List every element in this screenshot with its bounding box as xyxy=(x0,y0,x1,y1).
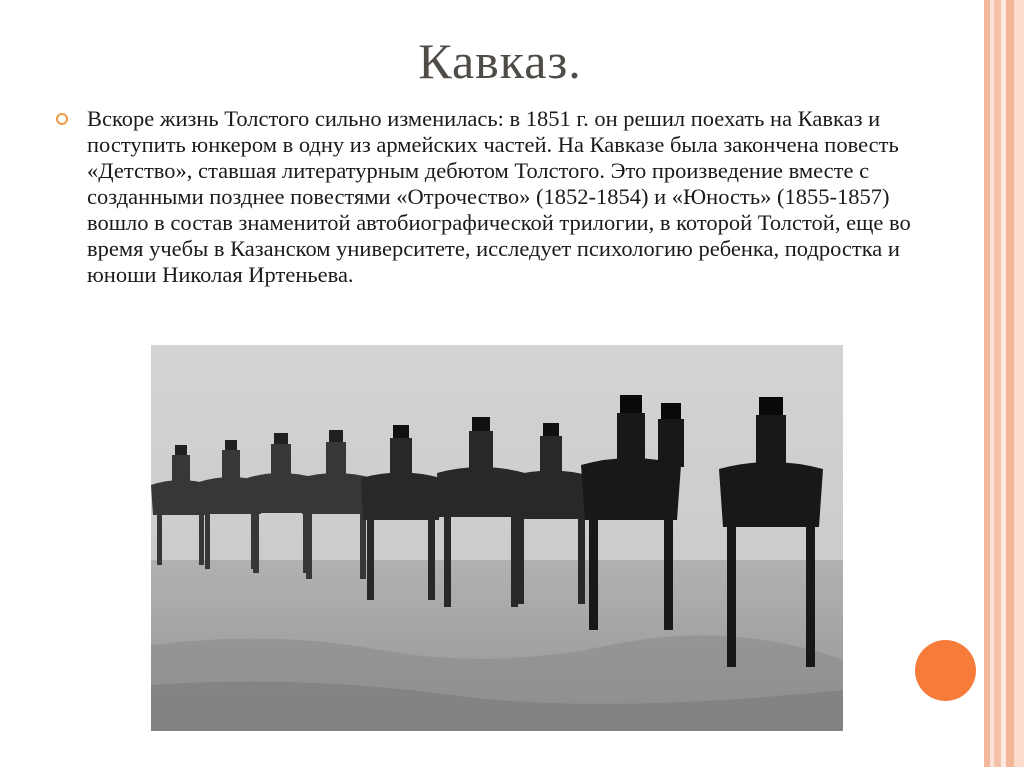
accent-dot xyxy=(915,640,976,701)
decor-stripe xyxy=(1014,0,1024,767)
bullet-icon xyxy=(56,113,68,125)
decor-stripe xyxy=(1006,0,1014,767)
body-paragraph: Вскоре жизнь Толстого сильно изменилась: в 1851 г. он решил поехать на Кавказ и поступить юнкером в одну из армейских частей. На Кавказе была закончена повесть «Детство», ставшая литературным дебютом Толстого. Это произведение вместе с созданными позднее повестями «Отрочество» (1852-1854) и «Юность» (1855-1857) вошло в состав знаменитой автобиографической трилогии, в которой Толстой, еще во время учебы в Казанском университете, исследует психологию ребенка, подростка и юноши Николая Иртеньева. xyxy=(87,106,911,287)
decor-stripe xyxy=(994,0,1001,767)
slide-title: Кавказ. xyxy=(418,33,582,89)
cavalry-photo-image xyxy=(151,345,843,731)
cavalry-photo xyxy=(151,345,843,731)
